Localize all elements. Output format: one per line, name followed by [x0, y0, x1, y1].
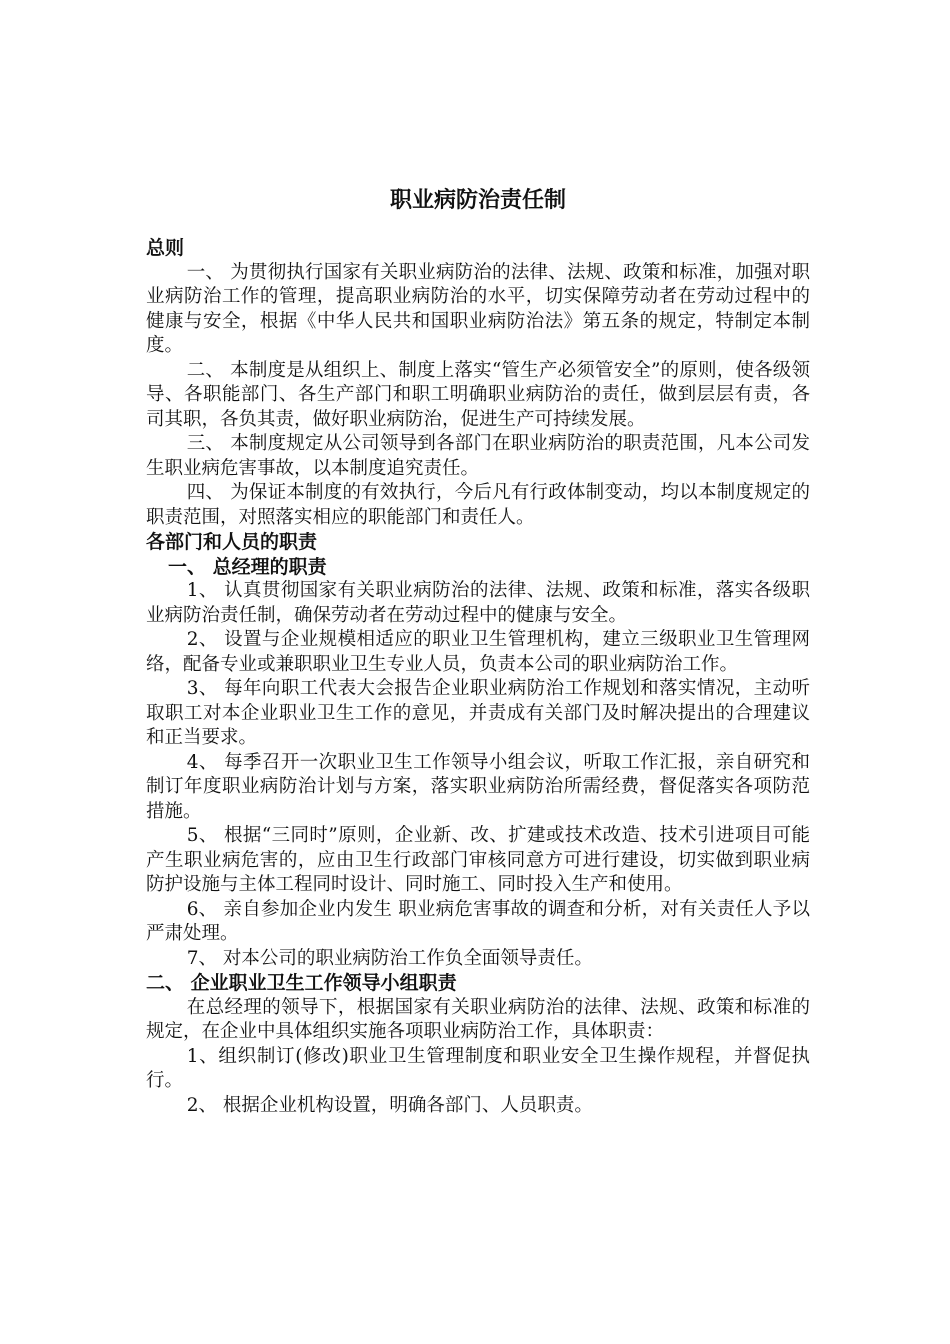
general-clause-1: 一、 为贯彻执行国家有关职业病防治的法律、法规、政策和标准，加强对职业病防治工作的管理，提高职业病防治的水平，切实保障劳动者在劳动过程中的健康与安全，根据《中华人民共和国职业病防治法》第五条的规定，特制定本制度。	[146, 261, 810, 356]
subheading-general-manager: 一、 总经理的职责	[168, 555, 327, 578]
gm-duty-4: 4、 每季召开一次职业卫生工作领导小组会议，听取工作汇报，亲自研究和制订年度职业病防治计划与方案，落实职业病防治所需经费，督促落实各项防范措施。	[146, 751, 810, 822]
general-clause-3: 三、 本制度规定从公司领导到各部门在职业病防治的职责范围，凡本公司发生职业病危害事故，以本制度追究责任。	[146, 433, 810, 479]
general-clause-2: 二、 本制度是从组织上、制度上落实“管生产必须管安全”的原则，使各级领导、各职能部门、各生产部门和职工明确职业病防治的责任，做到层层有责，各司其职，各负其责，做好职业病防治，促进生产可持续发展。	[146, 359, 810, 430]
gm-duty-3: 3、 每年向职工代表大会报告企业职业病防治工作规划和落实情况，主动听取职工对本企业职业卫生工作的意见，并责成有关部门及时解决提出的合理建议和正当要求。	[146, 678, 810, 748]
group-duty-2: 2、 根据企业机构设置，明确各部门、人员职责。	[186, 1094, 593, 1116]
group-intro: 在总经理的领导下，根据国家有关职业病防治的法律、法规、政策和标准的规定，在企业中具体组织实施各项职业病防治工作，具体职责：	[146, 996, 810, 1042]
subheading-leadership-group: 二、 企业职业卫生工作领导小组职责	[146, 972, 457, 994]
gm-duty-5: 5、 根据“三同时”原则，企业新、改、扩建或技术改造、技术引进项目可能产生职业病危害的，应由卫生行政部门审核同意方可进行建设，切实做到职业病防护设施与主体工程同时设计、同时施工、同时投入生产和使用。	[146, 825, 810, 895]
gm-duty-6: 6、 亲自参加企业内发生 职业病危害事故的调查和分析，对有关责任人予以严肃处理。	[146, 898, 810, 944]
gm-duty-7: 7、 对本公司的职业病防治工作负全面领导责任。	[186, 947, 593, 969]
section-heading-general: 总则	[146, 237, 185, 259]
general-clause-4: 四、 为保证本制度的有效执行，今后凡有行政体制变动，均以本制度规定的职责范围，对照落实相应的职能部门和责任人。	[146, 482, 810, 528]
gm-duty-1: 1、 认真贯彻国家有关职业病防治的法律、法规、政策和标准，落实各级职业病防治责任制，确保劳动者在劳动过程中的健康与安全。	[146, 580, 810, 626]
gm-duty-2: 2、 设置与企业规模相适应的职业卫生管理机构，建立三级职业卫生管理网络，配备专业或兼职职业卫生专业人员，负责本公司的职业病防治工作。	[146, 629, 810, 675]
group-duty-1: 1、组织制订(修改)职业卫生管理制度和职业安全卫生操作规程，并督促执行。	[146, 1045, 810, 1091]
section-heading-duties: 各部门和人员的职责	[146, 531, 318, 553]
document-title: 职业病防治责任制	[389, 188, 566, 213]
